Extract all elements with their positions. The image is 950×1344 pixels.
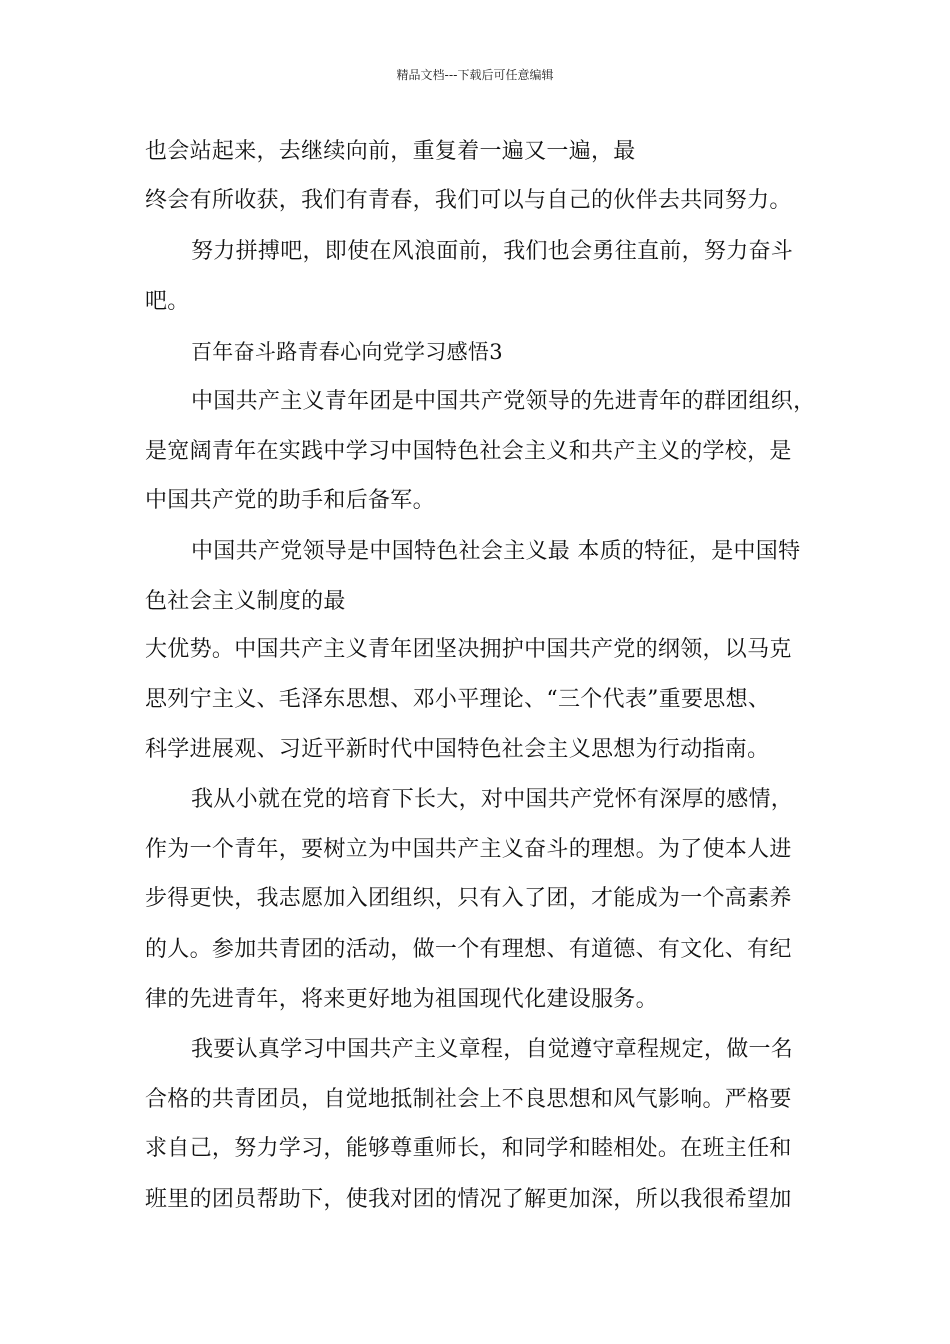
text-line: 色社会主义制度的最 bbox=[145, 589, 346, 614]
text-line: 的人。参加共青团的活动，做一个有理想、有道德、有文化、有纪 bbox=[145, 937, 792, 962]
text-line: 律的先进青年，将来更好地为祖国现代化建设服务。 bbox=[145, 987, 658, 1012]
text-line: 思列宁主义、毛泽东思想、邓小平理论、“三个代表”重要思想、 bbox=[145, 687, 771, 712]
page-header: 精品文档---下载后可任意编辑 bbox=[396, 68, 554, 82]
paragraph-start: 中国共产党领导是中国特色社会主义最 本质的特征，是中国特 bbox=[191, 539, 801, 564]
text-line: 终会有所收获，我们有青春，我们可以与自己的伙伴去共同努力。 bbox=[145, 188, 792, 213]
text-line: 作为一个青年，要树立为中国共产主义奋斗的理想。为了使本人进 bbox=[145, 837, 792, 862]
text-line: 吧。 bbox=[145, 289, 190, 314]
text-line: 大优势。中国共产主义青年团坚决拥护中国共产党的纲领，以马克 bbox=[145, 637, 792, 662]
text-line: 合格的共青团员，自觉地抵制社会上不良思想和风气影响。严格要 bbox=[145, 1087, 792, 1112]
section-heading: 百年奋斗路青春心向党学习感悟3 bbox=[191, 340, 503, 364]
text-line: 科学进展观、习近平新时代中国特色社会主义思想为行动指南。 bbox=[145, 737, 770, 762]
paragraph-start: 我要认真学习中国共产主义章程，自觉遵守章程规定，做一名 bbox=[191, 1037, 794, 1062]
text-line: 也会站起来，去继续向前，重复着一遍又一遍，最 bbox=[145, 139, 636, 164]
text-line: 步得更快，我志愿加入团组织，只有入了团，才能成为一个高素养 bbox=[145, 886, 792, 911]
text-line: 班里的团员帮助下，使我对团的情况了解更加深，所以我很希望加 bbox=[145, 1187, 792, 1212]
text-line: 中国共产党的助手和后备军。 bbox=[145, 488, 435, 513]
text-line: 是宽阔青年在实践中学习中国特色社会主义和共产主义的学校，是 bbox=[145, 439, 792, 464]
paragraph-start: 努力拼搏吧，即使在风浪面前，我们也会勇往直前，努力奋斗 bbox=[191, 239, 794, 264]
paragraph-start: 我从小就在党的培育下长大，对中国共产党怀有深厚的感情， bbox=[191, 787, 794, 812]
paragraph-start: 中国共产主义青年团是中国共产党领导的先进青年的群团组织， bbox=[191, 389, 816, 414]
text-line: 求自己，努力学习，能够尊重师长，和同学和睦相处。在班主任和 bbox=[145, 1136, 792, 1161]
